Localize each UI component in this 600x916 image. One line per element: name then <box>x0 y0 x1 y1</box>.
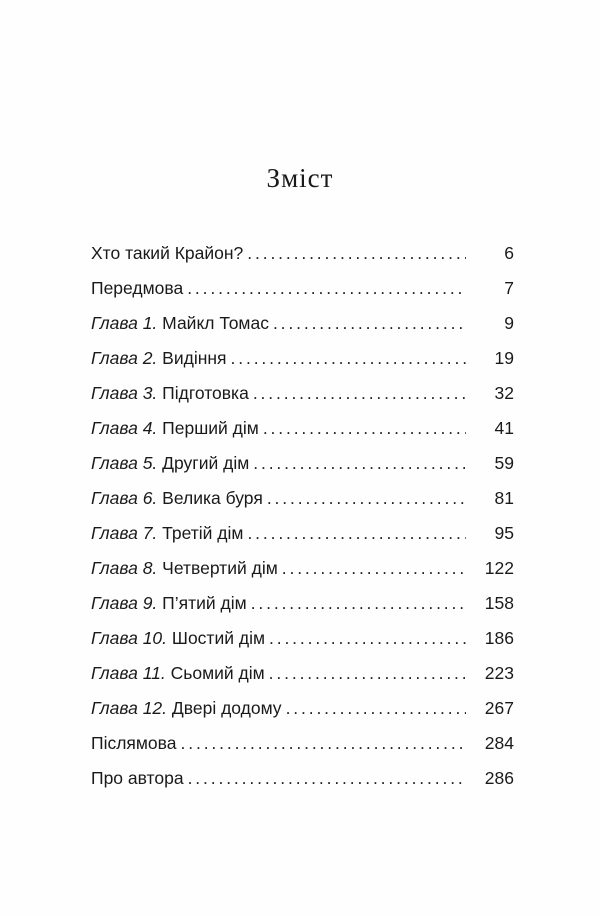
toc-page-number: 186 <box>484 628 514 648</box>
toc-chapter-number: Глава 11. <box>91 663 166 683</box>
toc-entry-title-group <box>91 523 243 544</box>
toc-page-number: 6 <box>504 243 514 263</box>
toc-dot-leader <box>253 453 466 474</box>
toc-chapter-number: Глава 5. <box>91 453 158 473</box>
toc-dot-leader <box>187 278 466 299</box>
toc-entry <box>91 523 514 558</box>
toc-entry-title: Післямова <box>91 733 177 753</box>
toc-chapter-number: Глава 12. <box>91 698 168 718</box>
toc-dot-leader <box>251 593 466 614</box>
toc-page-number: 59 <box>494 453 514 473</box>
toc-entry-title-group <box>91 453 249 474</box>
toc-entry-title-group <box>91 733 177 754</box>
toc-dot-leader <box>253 383 466 404</box>
toc-entry <box>91 488 514 523</box>
toc-entry <box>91 768 514 803</box>
toc-entry-title-group <box>91 698 282 719</box>
toc-entry <box>91 558 514 593</box>
toc-entry-title: Перший дім <box>162 418 259 438</box>
toc-entry <box>91 418 514 453</box>
toc-entry-title-group <box>91 558 278 579</box>
toc-dot-leader <box>188 768 466 789</box>
toc-chapter-number: Глава 10. <box>91 628 168 648</box>
toc-entry <box>91 243 514 278</box>
toc-chapter-number: Глава 4. <box>91 418 158 438</box>
toc-chapter-number: Глава 9. <box>91 593 158 613</box>
toc-page-number: 7 <box>504 278 514 298</box>
toc-page-number: 95 <box>494 523 514 543</box>
toc-entry <box>91 313 514 348</box>
toc-entry-title-group <box>91 278 183 299</box>
toc-entry-title-group <box>91 243 243 264</box>
toc-entry-title-group <box>91 628 265 649</box>
toc-dot-leader <box>282 558 466 579</box>
toc-entry <box>91 698 514 733</box>
toc-entry <box>91 278 514 313</box>
toc-entry-title: Майкл Томас <box>162 313 269 333</box>
toc-entry-title-group <box>91 383 249 404</box>
toc-entry-title: П’ятий дім <box>162 593 247 613</box>
toc-entry-title: Четвертий дім <box>162 558 278 578</box>
toc-entry-title: Хто такий Крайон? <box>91 243 244 263</box>
toc-chapter-number: Глава 6. <box>91 488 158 508</box>
toc-entry <box>91 453 514 488</box>
toc-page-number: 81 <box>494 488 514 508</box>
toc-entry-title: Третій дім <box>162 523 244 543</box>
page-title: Зміст <box>266 163 334 193</box>
toc-entry-title-group <box>91 418 259 439</box>
toc-entry <box>91 383 514 418</box>
toc-dot-leader <box>181 733 466 754</box>
toc-entry <box>91 593 514 628</box>
toc-entry-title-group <box>91 593 247 614</box>
toc-dot-leader <box>273 313 466 334</box>
toc-page-number: 19 <box>494 348 514 368</box>
toc-dot-leader <box>247 523 466 544</box>
toc-entry-title: Шостий дім <box>171 628 265 648</box>
toc-dot-leader <box>286 698 466 719</box>
toc-page-number: 9 <box>504 313 514 333</box>
toc-entry <box>91 628 514 663</box>
toc-dot-leader <box>269 663 466 684</box>
toc-entry-title-group <box>91 768 184 789</box>
toc-dot-leader <box>269 628 466 649</box>
toc-chapter-number: Глава 1. <box>91 313 158 333</box>
toc-dot-leader <box>231 348 466 369</box>
toc-page-number: 32 <box>494 383 514 403</box>
toc-entry-title: Другий дім <box>162 453 250 473</box>
toc-chapter-number: Глава 8. <box>91 558 158 578</box>
toc-entry <box>91 348 514 383</box>
toc-entry <box>91 733 514 768</box>
toc-entry-title-group <box>91 488 263 509</box>
toc-chapter-number: Глава 3. <box>91 383 158 403</box>
toc-chapter-number: Глава 7. <box>91 523 158 543</box>
toc-dot-leader <box>267 488 466 509</box>
toc-entry-title: Велика буря <box>162 488 263 508</box>
toc-entry-title: Двері додому <box>171 698 282 718</box>
toc-dot-leader <box>247 243 466 264</box>
toc-page-number: 223 <box>484 663 514 683</box>
toc-page-number: 284 <box>484 733 514 753</box>
toc-page-number: 267 <box>484 698 514 718</box>
toc-chapter-number: Глава 2. <box>91 348 158 368</box>
toc-page-number: 122 <box>484 558 514 578</box>
toc-page-number: 158 <box>484 593 514 613</box>
toc-entry-title: Передмова <box>91 278 184 298</box>
toc-entry-title: Про автора <box>91 768 184 788</box>
toc-dot-leader <box>263 418 466 439</box>
toc-entry-title-group <box>91 663 265 684</box>
toc-entry-title-group <box>91 313 269 334</box>
toc-page-number: 286 <box>484 768 514 788</box>
toc-entry-title: Видіння <box>162 348 227 368</box>
toc-entry-title: Підготовка <box>162 383 249 403</box>
toc-page-number: 41 <box>494 418 514 438</box>
toc-entry-title: Сьомий дім <box>170 663 265 683</box>
toc-entry <box>91 663 514 698</box>
toc-entry-title-group <box>91 348 227 369</box>
table-of-contents <box>91 243 514 803</box>
